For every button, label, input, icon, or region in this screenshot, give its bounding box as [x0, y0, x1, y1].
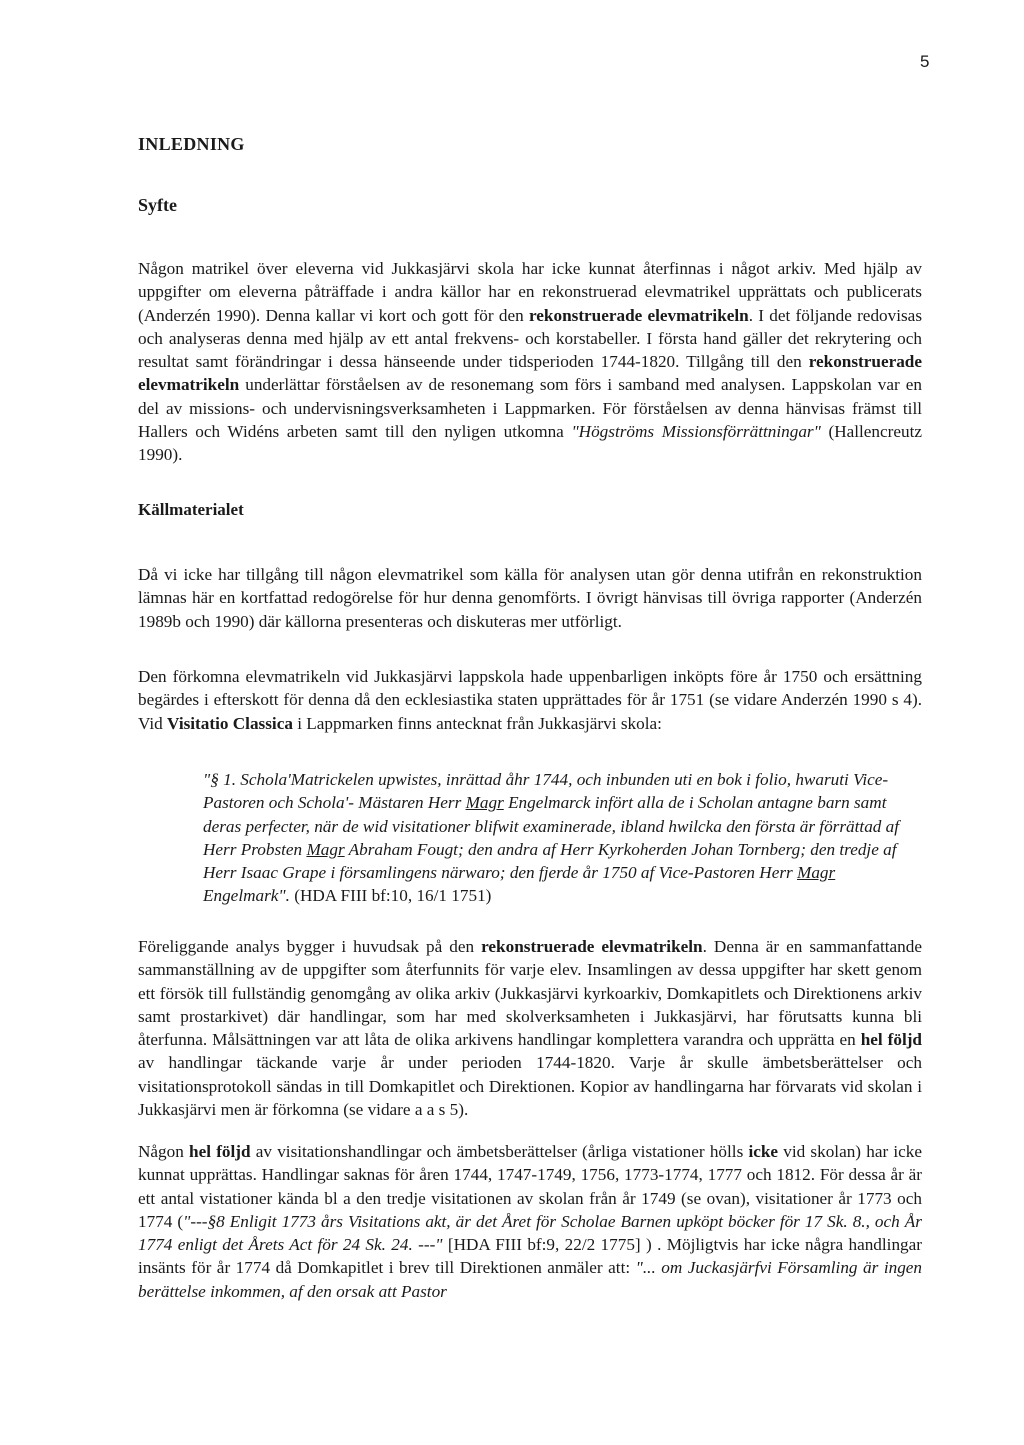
- paragraph-kall-1: [138, 563, 922, 633]
- text-run: "§ 1. Schola'Matrickelen upwistes, inrättad åhr 1744, och inbunden uti en bok i folio, hwaruti Vice-Pastoren och Schola'- Mästaren Herr: [203, 770, 889, 813]
- text-run: Magr: [306, 839, 345, 859]
- text-run: Den förkomna elevmatrikeln vid Jukkasjärvi lappskola hade uppenbarligen inköpts före år 1750 och ersättning begärdes i efterskott för denna då den ecklesiastika staten upprättades för år 1751 (se vidare Anderzén 1990 s 4). Vid: [138, 667, 922, 733]
- paragraph-kall-2: [138, 665, 922, 735]
- text-run: Engelmarck infört alla de i Scholan antagne barn samt deras perfecter, när de wid visitationer blifwit examinerade, ibland hwilcka den första är förrättad af Herr Probsten: [203, 793, 900, 859]
- text-run: Engelmark".: [203, 886, 290, 906]
- paragraph-kall-3: [138, 935, 922, 1121]
- paragraph-syfte: [138, 257, 922, 467]
- section-heading-syfte: Syfte: [138, 195, 177, 215]
- text-run: rekonstruerade elevmatrikeln: [138, 352, 922, 395]
- text-run: icke: [748, 1142, 779, 1161]
- text-run: i Lappmarken finns antecknat från Jukkasjärvi skola:: [292, 713, 662, 733]
- chapter-heading: INLEDNING: [138, 134, 245, 154]
- text-run: av visitationshandlingar och ämbetsberättelser (årliga vistationer hölls: [250, 1142, 749, 1161]
- section-heading-kallmaterialet: Källmaterialet: [138, 500, 244, 519]
- page-number: 5: [920, 52, 930, 71]
- text-run: Magr: [465, 793, 504, 813]
- text-run: rekonstruerade elevmatrikeln: [481, 937, 703, 956]
- block-quote: [203, 768, 922, 908]
- text-run: vid skolan) har icke kunnat upprättas. Handlingar saknas för åren 1744, 1747-1749, 1756, 1773-1774, 1777 och 1812. För dessa år är ett antal vistationer kända bl a den tredje visitationen av skolan från år 1749 (se ovan), visitationer år 1773 och 1774 (: [138, 1142, 922, 1231]
- text-run: Någon matrikel över eleverna vid Jukkasjärvi skola har icke kunnat återfinnas i något arkiv. Med hjälp av uppgifter om eleverna påträffade i andra källor har en rekonstruerad elevmatrikel upprättats och publicerats (Anderzén 1990). Denna kallar vi kort och gott för den: [138, 259, 922, 325]
- text-run: av handlingar täckande varje år under perioden 1744-1820. Varje år skulle ämbetsberättelser och visitationsprotokoll sändas in till Domkapitlet och Direktionen. Kopior av handlingarna har förvarats vid skolan i Jukkasjärvi men är förkomna (se vidare a a s 5).: [138, 1053, 922, 1120]
- text-run: hel följd: [189, 1142, 251, 1161]
- text-run: . I det följande redovisas och analyseras denna med hjälp av ett antal frekvens- och korstabeller. I första hand gäller det rekrytering och resultat samt förändringar i dessa hänseende under tidsperioden 1744-1820. Tillgång till den: [138, 305, 923, 372]
- paragraph-kall-4: [138, 1140, 922, 1303]
- text-run: Någon: [138, 1142, 190, 1161]
- text-run: rekonstruerade elevmatrikeln: [528, 305, 749, 325]
- text-run: (HDA FIII bf:10, 16/1 1751): [289, 886, 492, 906]
- text-run: Magr: [797, 863, 836, 883]
- text-run: Då vi icke har tillgång till någon elevmatrikel som källa för analysen utan gör denna utifrån en rekonstruktion lämnas här en kortfattad redogörelse för hur denna genomförts. I övrigt hänvisas till övriga rapporter (Anderzén 1989b och 1990) där källorna presenteras och diskuteras mer utförligt.: [138, 565, 922, 631]
- text-run: hel följd: [860, 1030, 922, 1050]
- text-run: (Hallencreutz 1990).: [138, 422, 922, 465]
- text-run: Visitatio Classica: [167, 713, 293, 733]
- text-run: . Denna är en sammanfattande sammanställning av de uppgifter som återfunnits för varje elev. Insamlingen av dessa uppgifter har skett genom ett försök till fullständig genomgång av olika arkiv (Jukkasjärvi kyrkoarkiv, Domkapitlets och Direktionens arkiv samt prostarkivet) där handlingar, som har med skolverksamheten i Jukkasjärvi, har förutsatts kunna bli återfunna. Målsättningen var att låta de olika arkivens handlingar komplettera varandra och upprätta en: [138, 937, 922, 1050]
- text-run: Abraham Fougt; den andra af Herr Kyrkoherden Johan Tornberg; den tredje af Herr Isaac Grape i församlingens närwaro; den fjerde år 1750 af Vice-Pastoren Herr: [203, 839, 897, 883]
- text-run: "---§8 Enligit 1773 års Visitations akt, är det Året för Scholae Barnen upköpt böcker för 17 Sk. 8., och År 1774 enligt det Årets Act för 24 Sk. 24. ---": [138, 1211, 922, 1255]
- text-run: "Högströms Missionsförrättningar": [571, 422, 821, 442]
- text-run: underlättar förståelsen av de resonemang som förs i samband med analysen. Lappskolan var en del av missions- och undervisningsverksamheten i Lappmarken. För förståelsen av denna hänvisas främst till Hallers och Widéns arbeten samt till den nyligen utkomna: [138, 375, 922, 442]
- text-run: "... om Juckasjärfvi Församling är ingen berättelse inkommen, af den orsak att Pastor: [138, 1258, 923, 1301]
- text-run: Föreliggande analys bygger i huvudsak på den: [138, 937, 482, 956]
- text-run: [HDA FIII bf:9, 22/2 1775] ) . Möjligtvis har icke några handlingar insänts för år 1774 då Domkapitlet i brev till Direktionen anmäler att:: [138, 1235, 922, 1278]
